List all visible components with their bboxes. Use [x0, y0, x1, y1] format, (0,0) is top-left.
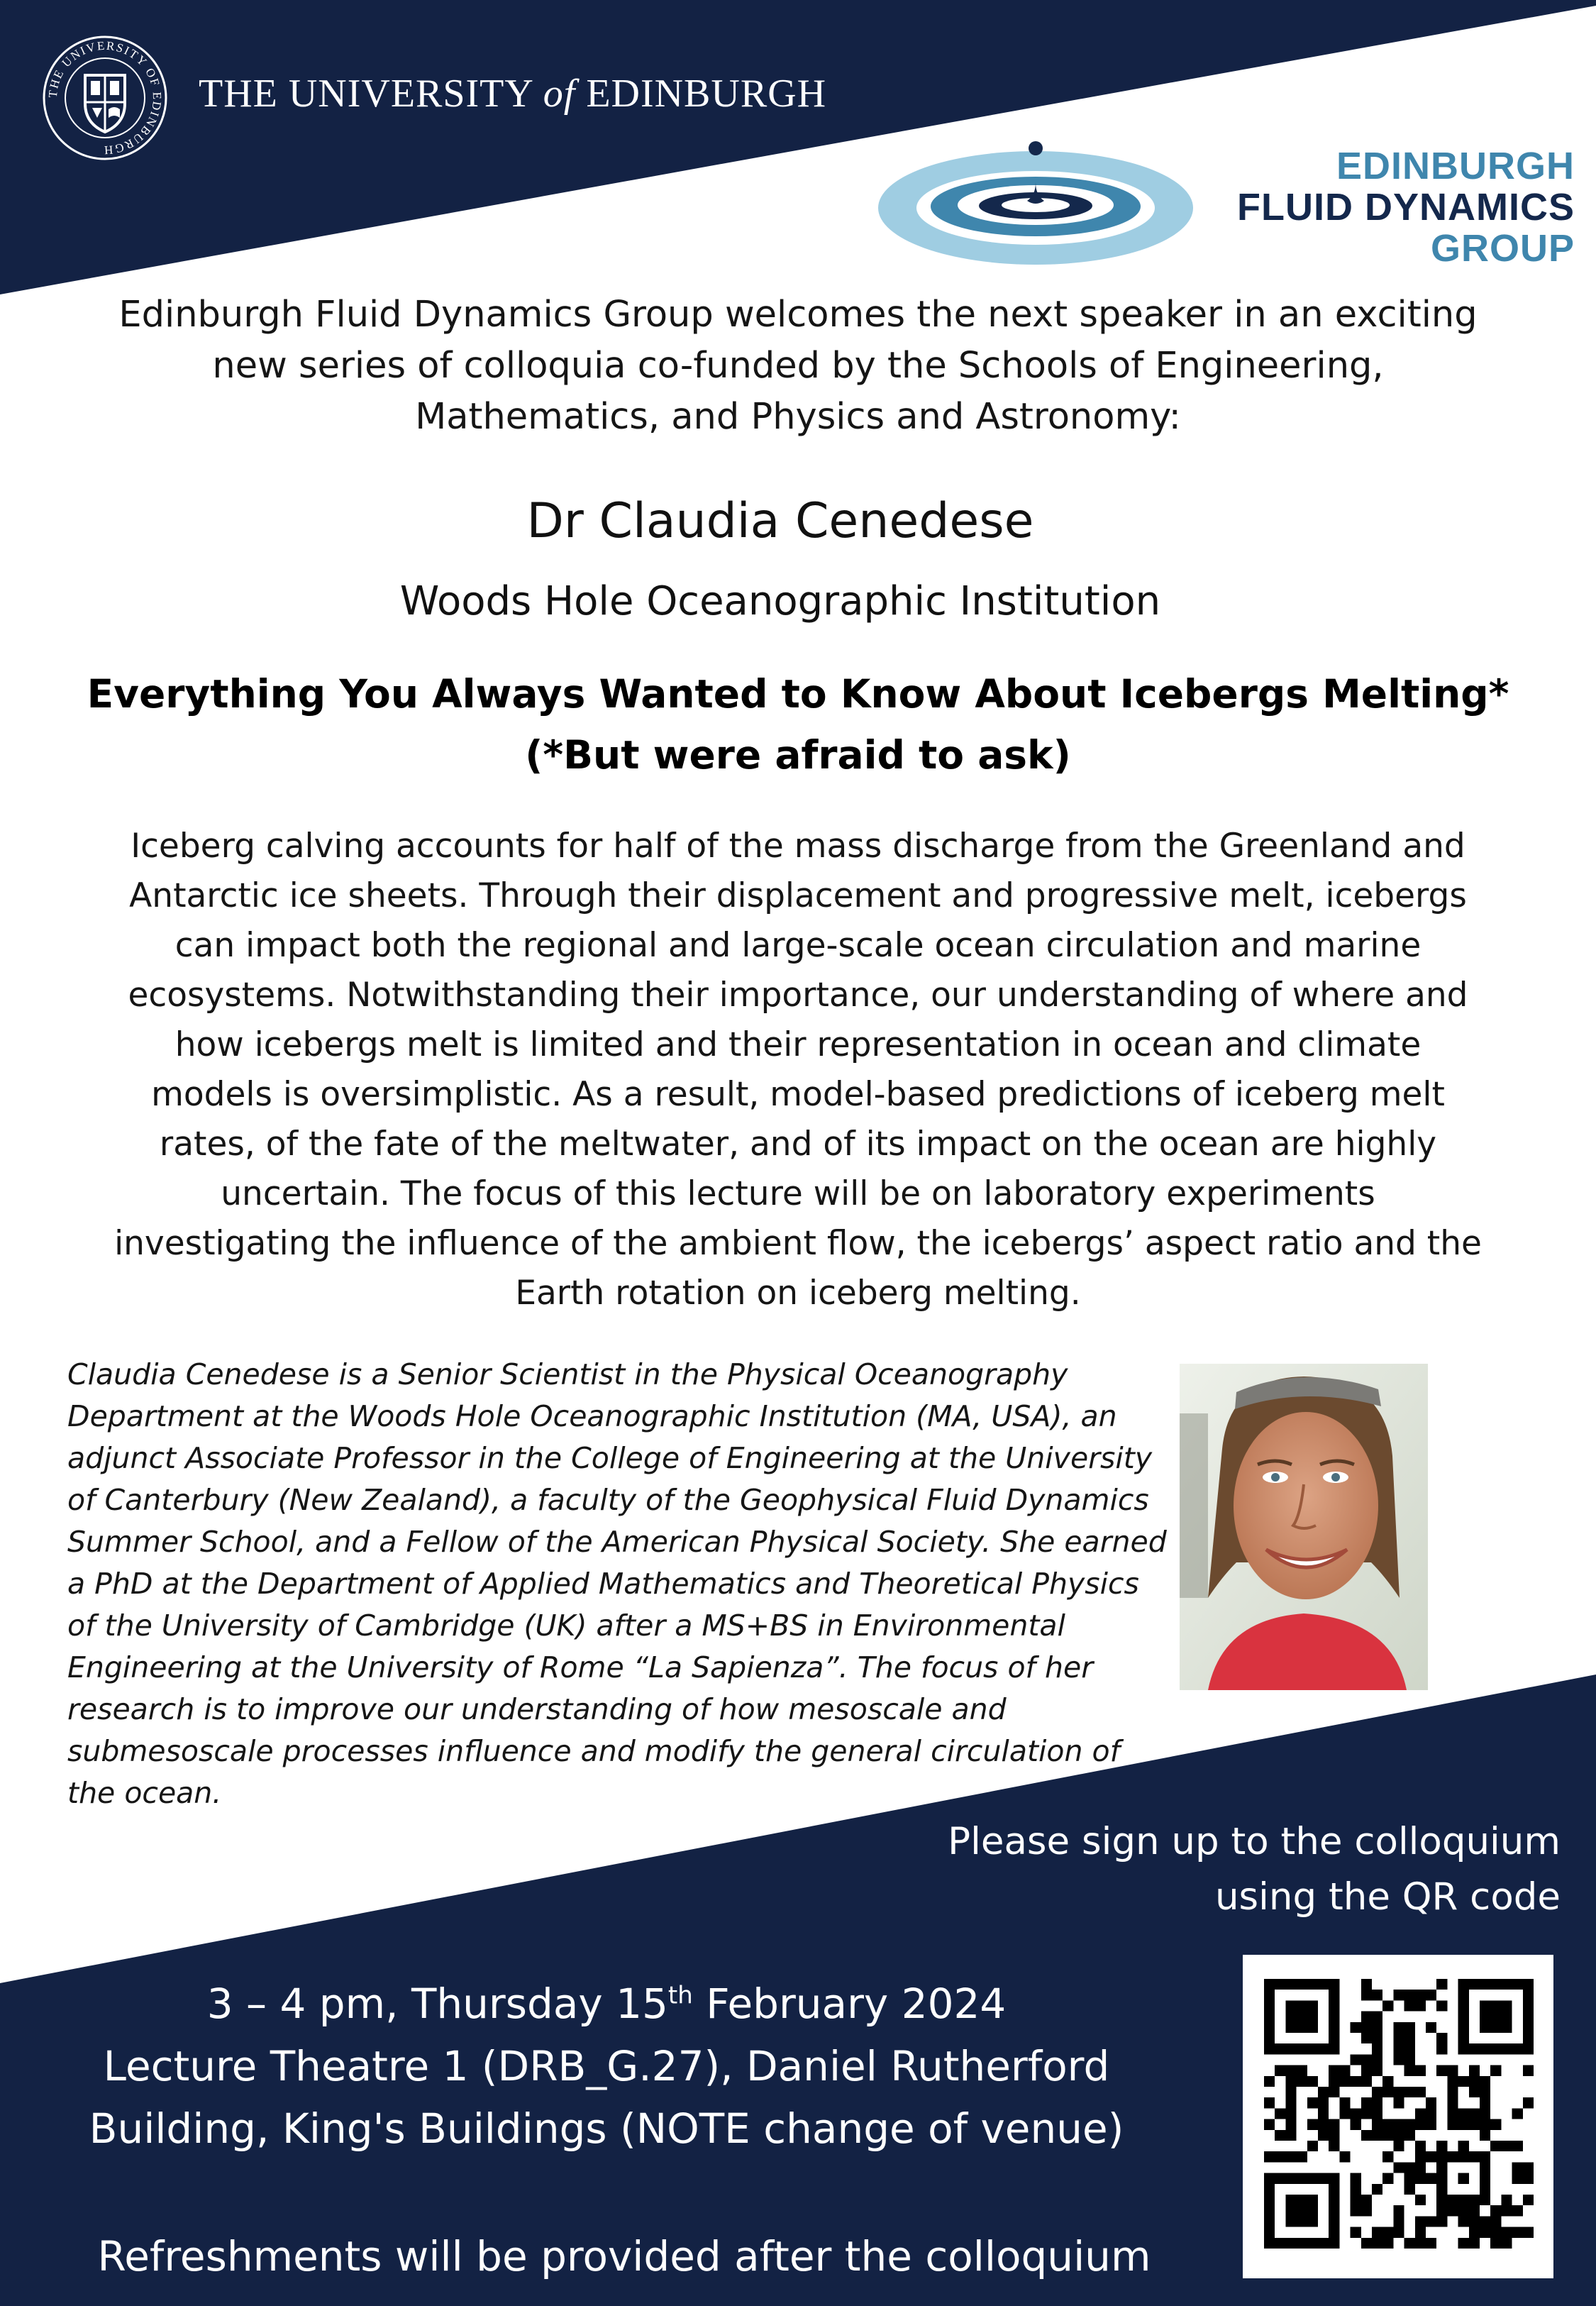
bio-name: Claudia Cenedese [67, 1357, 330, 1391]
signup-note [851, 1814, 1561, 1925]
speaker-bio [67, 1354, 1174, 1814]
bio-text: is a Senior Scientist in the Physical Oceanography Department at the Woods Hole Oceanographic Institution (MA, USA), an adjunct Associate Professor in the College of Engineering at the University of Canterbury (New Zealand), a faculty of the Geophysical Fluid Dynamics Summer School, and a Fellow of the American Physical Society. She earned a PhD at the Department of Applied Mathematics and Theoretical Physics of the University of Cambridge (UK) after a MS+BS in Environmental Engineering at the University of Rome “La Sapienza”. The focus of her research is to improve our understanding of how mesoscale and submesoscale processes influence and modify the general circulation of the ocean. [67, 1357, 1167, 1810]
university-name-of: of [543, 72, 576, 116]
event-time-text: 3 – 4 pm, Thursday 15 [206, 1980, 668, 2028]
event-date-suffix: th [667, 1981, 693, 2010]
svg-text:THE UNIVERSITY OF EDINBURGH: THE UNIVERSITY OF EDINBURGH [45, 38, 165, 158]
water-drop-ripple-icon [872, 138, 1199, 270]
university-name-part1: THE UNIVERSITY [199, 72, 533, 116]
speaker-portrait-photo [1180, 1364, 1428, 1690]
university-crest-icon [41, 34, 169, 162]
talk-title-line1: Everything You Always Wanted to Know About Icebergs Melting* [87, 671, 1509, 717]
qr-code-icon[interactable] [1264, 1972, 1534, 2256]
event-time-end: February 2024 [692, 1980, 1007, 2028]
event-venue-line2: Building, King's Buildings (NOTE change of venue) [89, 2104, 1124, 2153]
intro-rest: welcomes the next speaker in an exciting new series of colloquia co-funded by the Schools of Engineering, Mathematics, and Physics and Astronomy: [212, 294, 1478, 438]
event-venue-line1: Lecture Theatre 1 (DRB_G.27), Daniel Rutherford [103, 2042, 1110, 2090]
signup-line2: using the QR code [1214, 1875, 1561, 1919]
refreshments-note: Refreshments will be provided after the colloquium [97, 2232, 1151, 2280]
talk-title [43, 663, 1553, 785]
event-details [50, 1973, 1163, 2160]
intro-paragraph [106, 289, 1490, 443]
efdg-wordmark-line1: EDINBURGH [1336, 145, 1575, 187]
efdg-wordmark-line3: GROUP [1430, 227, 1575, 270]
talk-title-line2: (*But were afraid to ask) [525, 732, 1071, 778]
university-name [199, 71, 908, 116]
efdg-wordmark-line2: FLUID DYNAMICS [1237, 186, 1575, 228]
signup-line1: Please sign up to the colloquium [948, 1820, 1561, 1863]
qr-code-panel[interactable] [1243, 1955, 1553, 2278]
university-name-part2: EDINBURGH [586, 72, 827, 116]
intro-lead: Edinburgh Fluid Dynamics Group [118, 294, 714, 336]
efdg-wordmark [1206, 145, 1575, 269]
speaker-institution: Woods Hole Oceanographic Institution [399, 578, 1161, 624]
event-time [50, 1973, 1163, 2035]
talk-abstract: Iceberg calving accounts for half of the mass discharge from the Greenland and Antarctic ice sheets. Through their displacement and progressive melt, icebergs can impact both the regional and large-scale ocean circulation and marine ecosystems. Notwithstanding their importance, our understanding of where and how icebergs melt is limited and their representation in ocean and climate models is oversimplistic. As a result, model-based predictions of iceberg melt rates, of the fate of the meltwater, and of its impact on the ocean are highly uncertain. The focus of this lecture will be on laboratory experiments investigating the influence of the ambient flow, the icebergs’ aspect ratio and the Earth rotation on iceberg melting. [114, 827, 1482, 1313]
speaker-name: Dr Claudia Cenedese [526, 493, 1034, 549]
